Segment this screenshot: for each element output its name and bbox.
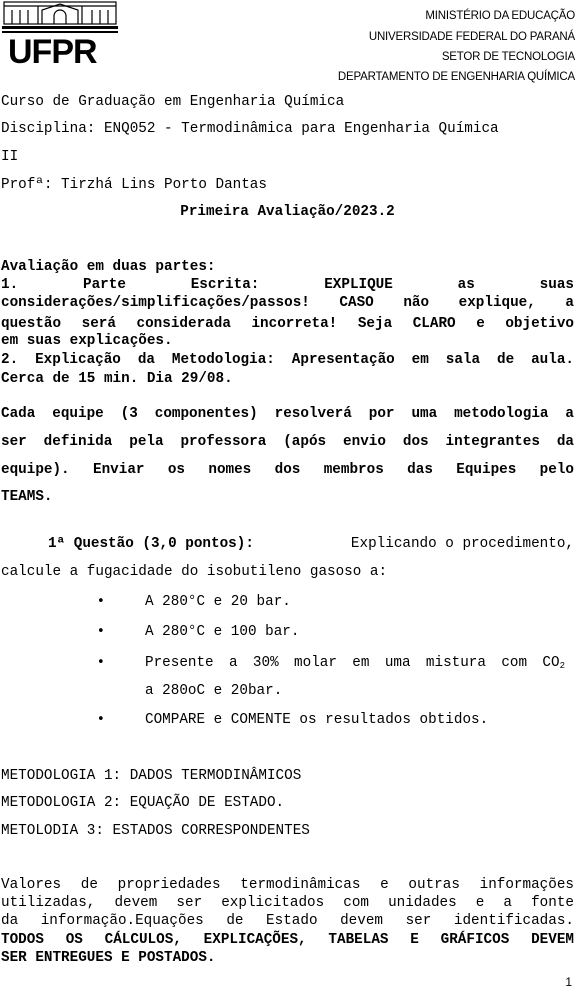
teams-line1: Cada equipe (3 componentes) resolverá por uma metodologia a [1,406,574,422]
evaluation-part1-line3: questão será considerada incorreta! Seja CLARO e objetivo [1,316,574,332]
question-item-1: A 280°C e 20 bar. [145,594,291,610]
question-label: 1ª Questão (3,0 pontos): [48,536,254,552]
header-ministry: MINISTÉRIO DA EDUCAÇÃO [425,10,575,22]
course-discipline: Disciplina: ENQ052 - Termodinâmica para Engenharia Química [1,121,499,137]
teams-line4: TEAMS. [1,489,53,505]
bullet-icon: • [97,594,105,609]
evaluation-part2-line2: Cerca de 15 min. Dia 29/08. [1,371,233,387]
question-item-2: A 280°C e 100 bar. [145,624,300,640]
teams-line3: equipe). Enviar os nomes dos membros das Equipes pelo [1,462,574,478]
bullet-icon: • [97,655,105,670]
info-line5: SER ENTREGUES E POSTADOS. [1,950,216,966]
evaluation-part1-line2: considerações/simplificações/passos! CASO não explique, a [1,295,574,311]
header-sector: SETOR DE TECNOLOGIA [441,51,575,63]
bullet-icon: • [97,712,105,727]
evaluation-part2-line1: 2. Explicação da Metodologia: Apresentação em sala de aula. [1,352,574,368]
question-item-3-text: Presente a 30% molar em uma mistura com CO [145,655,560,671]
teams-line2: ser definida pela professora (após envio dos integrantes da [1,434,574,450]
question-item-3-cont: a 280oC e 20bar. [145,683,283,699]
info-line3: da informação.Equações de Estado devem ser identificadas. [1,913,574,929]
logo-text: UFPR [8,33,97,66]
info-line4: TODOS OS CÁLCULOS, EXPLICAÇÕES, TABELAS E GRÁFICOS DEVEM [1,932,574,948]
question-text-cont: calcule a fugacidade do isobutileno gasoso a: [1,564,388,580]
method-2: METODOLOGIA 2: EQUAÇÃO DE ESTADO. [1,795,285,811]
method-1: METODOLOGIA 1: DADOS TERMODINÂMICOS [1,768,302,784]
question-item-3 [145,655,565,671]
page-title: Primeira Avaliação/2023.2 [180,204,395,220]
info-line2: utilizadas, devem ser explicitados com unidades e a fonte [1,895,574,911]
question-item-4: COMPARE e COMENTE os resultados obtidos. [145,712,489,728]
evaluation-heading: Avaliação em duas partes: [1,259,216,275]
bullet-icon: • [97,624,105,639]
course-name: Curso de Graduação em Engenharia Química [1,94,345,110]
question-header [48,536,574,552]
course-professor: Profª: Tirzhá Lins Porto Dantas [1,177,267,193]
header-university: UNIVERSIDADE FEDERAL DO PARANÁ [368,31,575,43]
co2-subscript: 2 [559,661,565,671]
method-3: METOLODIA 3: ESTADOS CORRESPONDENTES [1,823,310,839]
question-text-start: Explicando o procedimento, [350,536,574,552]
header-department: DEPARTAMENTO DE ENGENHARIA QUÍMICA [337,71,575,83]
page-number: 1 [565,975,572,989]
evaluation-part1-line4: em suas explicações. [1,333,173,349]
course-discipline-cont: II [1,149,19,165]
ufpr-logo [2,0,120,66]
info-line1: Valores de propriedades termodinâmicas e outras informações [1,877,574,893]
evaluation-part1-line1: 1. Parte Escrita: EXPLIQUE as suas [1,277,574,293]
